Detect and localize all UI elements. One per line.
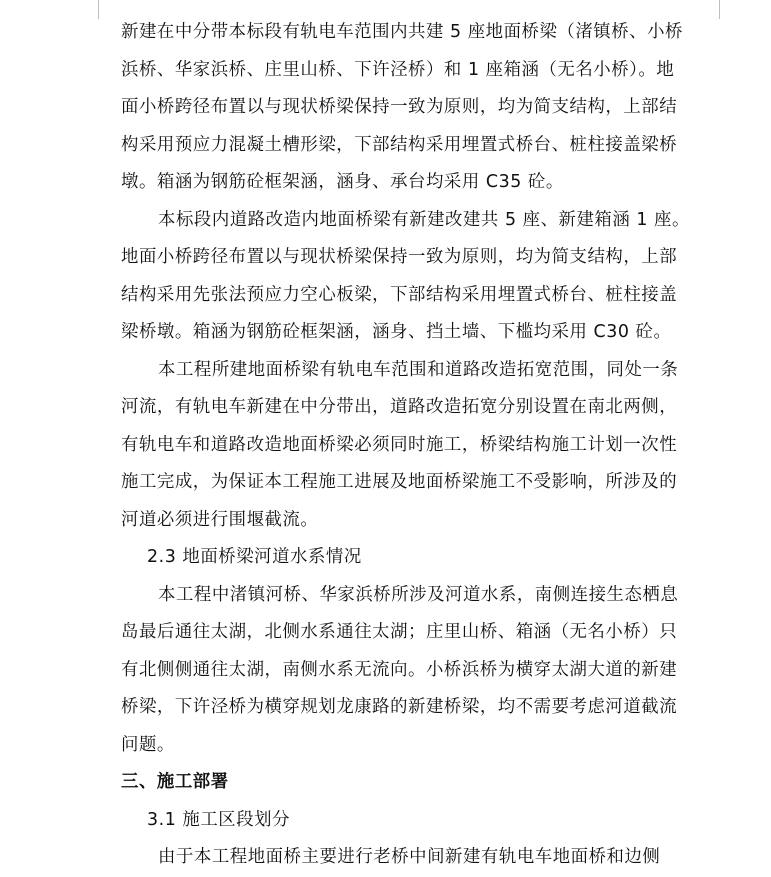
paragraph-line: 浜桥、华家浜桥、庄里山桥、下许泾桥）和 1 座箱涵（无名小桥）。地 bbox=[121, 59, 675, 80]
crop-mark-right bbox=[719, 0, 720, 19]
section-heading: 2.3 地面桥梁河道水系情况 bbox=[147, 547, 362, 567]
paragraph-line: 墩。箱涵为钢筋砼框架涵，涵身、承台均采用 C35 砼。 bbox=[121, 172, 564, 192]
section-heading: 3.1 施工区段划分 bbox=[147, 809, 291, 830]
paragraph-line: 梁桥墩。箱涵为钢筋砼框架涵，涵身、挡土墙、下槛均采用 C30 砼。 bbox=[121, 322, 672, 342]
paragraph-line: 由于本工程地面桥主要进行老桥中间新建有轨电车地面桥和边侧 bbox=[158, 847, 661, 867]
paragraph-line: 本工程中渚镇河桥、华家浜桥所涉及河道水系，南侧连接生态栖息 bbox=[158, 584, 679, 605]
document-body bbox=[121, 14, 701, 877]
paragraph-line: 有轨电车和道路改造地面桥梁必须同时施工，桥梁结构施工计划一次性 bbox=[121, 434, 678, 455]
paragraph-line: 构采用预应力混凝土槽形梁，下部结构采用埋置式桥台、桩柱接盖梁桥 bbox=[121, 134, 678, 155]
paragraph-line: 面小桥跨径布置以与现状桥梁保持一致为原则，均为简支结构，上部结 bbox=[121, 97, 678, 117]
paragraph-line: 地面小桥跨径布置以与现状桥梁保持一致为原则，均为简支结构，上部 bbox=[121, 247, 678, 267]
paragraph-line: 桥梁，下许泾桥为横穿规划龙康路的新建桥梁，均不需要考虑河道截流 bbox=[121, 697, 678, 717]
crop-mark-left bbox=[98, 0, 99, 19]
paragraph-line: 河流，有轨电车新建在中分带出，道路改造拓宽分别设置在南北两侧， bbox=[121, 397, 678, 417]
paragraph-line: 本标段内道路改造内地面桥梁有新建改建共 5 座、新建箱涵 1 座。 bbox=[158, 209, 690, 230]
paragraph-line: 河道必须进行围堰截流。 bbox=[121, 509, 319, 530]
paragraph-line: 施工完成，为保证本工程施工进展及地面桥梁施工不受影响，所涉及的 bbox=[121, 472, 678, 492]
paragraph-line: 新建在中分带本标段有轨电车范围内共建 5 座地面桥梁（渚镇桥、小桥 bbox=[121, 22, 683, 42]
paragraph-line: 问题。 bbox=[121, 734, 175, 755]
paragraph-line: 岛最后通往太湖，北侧水系通往太湖；庄里山桥、箱涵（无名小桥）只 bbox=[121, 622, 678, 642]
paragraph-line: 本工程所建地面桥梁有轨电车范围和道路改造拓宽范围，同处一条 bbox=[158, 359, 679, 380]
paragraph-line: 结构采用先张法预应力空心板梁，下部结构采用埋置式桥台、桩柱接盖 bbox=[121, 284, 678, 305]
chapter-heading: 三、施工部署 bbox=[121, 772, 229, 792]
paragraph-line: 有北侧侧通往太湖，南侧水系无流向。小桥浜桥为横穿太湖大道的新建 bbox=[121, 659, 678, 680]
